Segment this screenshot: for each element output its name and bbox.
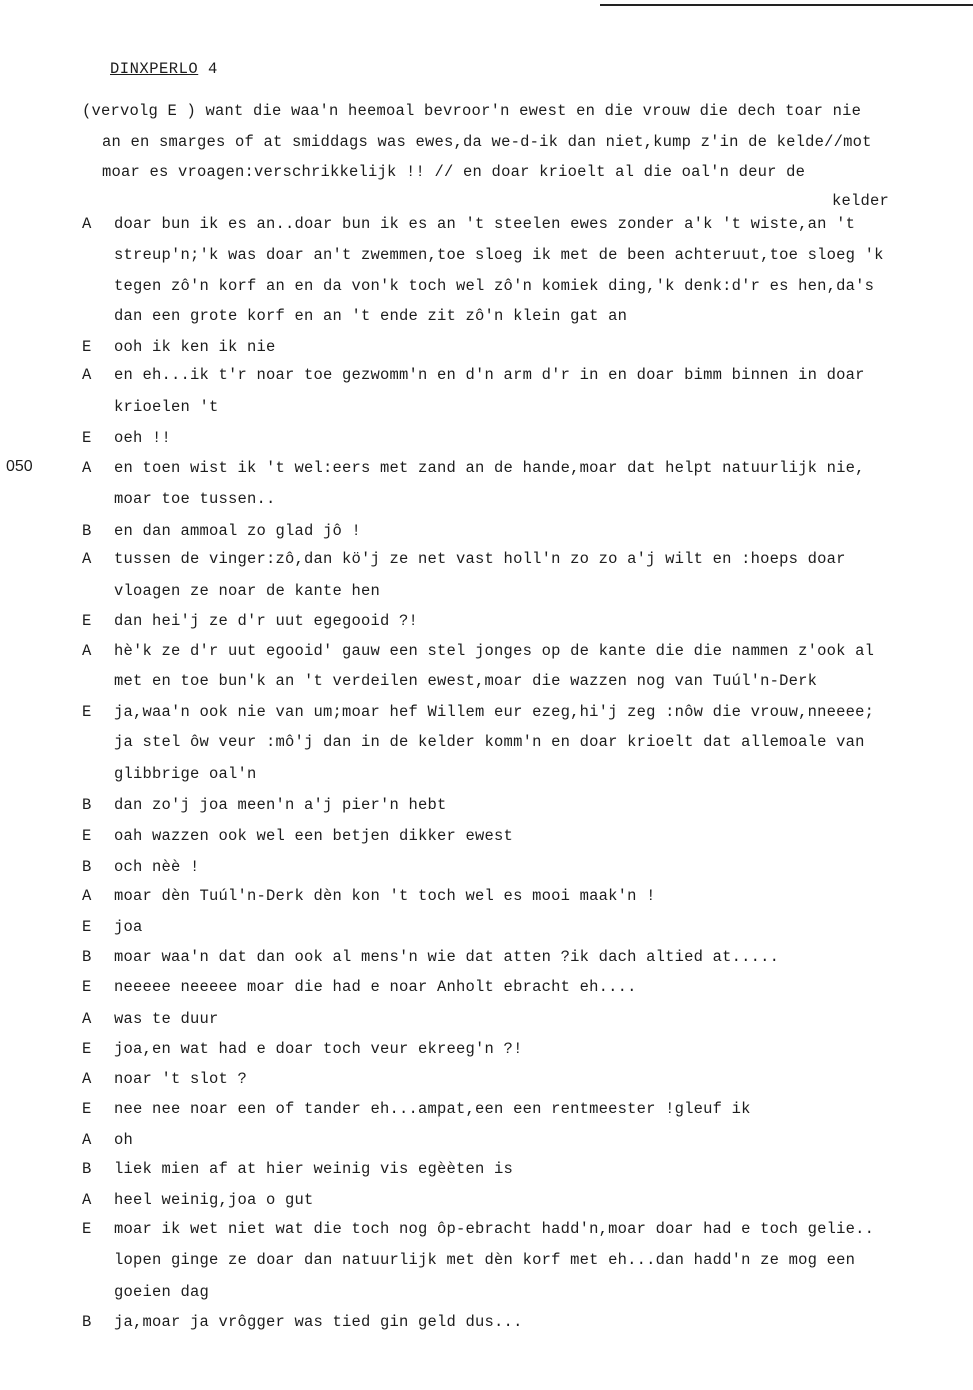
transcript-line: och nèè ! [114, 858, 200, 876]
transcript-line: glibbrige oal'n [114, 765, 257, 783]
speaker-label: E [82, 978, 92, 996]
title-page-number: 4 [208, 60, 218, 78]
speaker-label: E [82, 612, 92, 630]
transcript-line: nee nee noar een of tander eh...ampat,een een rentmeester !gleuf ik [114, 1100, 751, 1118]
speaker-label: E [82, 1100, 92, 1118]
transcript-line: neeeee neeeee moar die had e noar Anholt ebracht eh.... [114, 978, 637, 996]
transcript-line: heel weinig,joa o gut [114, 1191, 314, 1209]
transcript-line: joa [114, 918, 143, 936]
transcript-line: streup'n;'k was doar an't zwemmen,toe sloeg ik met de been achteruut,toe sloeg 'k [114, 246, 884, 264]
transcript-line: oh [114, 1131, 134, 1149]
speaker-label: E [82, 703, 92, 721]
speaker-label: A [82, 1010, 92, 1028]
speaker-label: B [82, 522, 92, 540]
speaker-label: A [82, 1191, 92, 1209]
speaker-label: A [82, 887, 92, 905]
transcript-line: liek mien af at hier weinig vis egèèten is [114, 1160, 514, 1178]
speaker-label: E [82, 918, 92, 936]
speaker-label: E [82, 1220, 92, 1238]
speaker-label: A [82, 642, 92, 660]
transcript-line: lopen ginge ze doar dan natuurlijk met dèn korf met eh...dan hadd'n ze mog een [114, 1251, 856, 1269]
transcript-line: oah wazzen ook wel een betjen dikker ewest [114, 827, 514, 845]
speaker-label: B [82, 796, 92, 814]
transcript-line: moar dèn Tuúl'n-Derk dèn kon 't toch wel es mooi maak'n ! [114, 887, 656, 905]
transcript-line: hè'k ze d'r uut egooid' gauw een stel jonges op de kante die die nammen z'ook al [114, 642, 875, 660]
transcript-line: met en toe bun'k an 't verdeilen ewest,moar die wazzen nog van Tuúl'n-Derk [114, 672, 818, 690]
transcript-line: dan een grote korf en an 't ende zit zô'n klein gat an [114, 307, 628, 325]
transcript-line: moar toe tussen.. [114, 490, 276, 508]
page-title [110, 60, 218, 78]
transcript-line: doar bun ik es an..doar bun ik es an 't steelen ewes zonder a'k 't wiste,an 't [114, 215, 856, 233]
margin-counter: 050 [6, 458, 33, 475]
speaker-label: A [82, 215, 92, 233]
speaker-label: E [82, 338, 92, 356]
transcript-line: goeien dag [114, 1283, 210, 1301]
speaker-label: A [82, 366, 92, 384]
transcript-line: krioelen 't [114, 398, 219, 416]
transcript-line: tussen de vinger:zô,dan kö'j ze net vast holl'n zo zo a'j wilt en :hoeps doar [114, 550, 846, 568]
transcript-line: moar ik wet niet wat die toch nog ôp-ebracht hadd'n,moar doar had e toch gelie.. [114, 1220, 875, 1238]
transcript-line: ja,moar ja vrôgger was tied gin geld dus... [114, 1313, 523, 1331]
speaker-label: B [82, 1160, 92, 1178]
transcript-line: en toen wist ik 't wel:eers met zand an de hande,moar dat helpt natuurlijk nie, [114, 459, 865, 477]
transcript-line: en dan ammoal zo glad jô ! [114, 522, 362, 540]
transcript-line: noar 't slot ? [114, 1070, 248, 1088]
transcript-line: ja,waa'n ook nie van um;moar hef Willem eur ezeg,hi'j zeg :nôw die vrouw,nneeee; [114, 703, 875, 721]
transcript-line: was te duur [114, 1010, 219, 1028]
transcript-line: joa,en wat had e doar toch veur ekreeg'n ?! [114, 1040, 523, 1058]
speaker-label: B [82, 858, 92, 876]
transcript-line: dan zo'j joa meen'n a'j pier'n hebt [114, 796, 447, 814]
speaker-label: E [82, 827, 92, 845]
interlinear-note: kelder [832, 192, 890, 210]
speaker-label: A [82, 1070, 92, 1088]
transcript-line: dan hei'j ze d'r uut egegooid ?! [114, 612, 419, 630]
speaker-label: E [82, 429, 92, 447]
transcript-line: vloagen ze noar de kante hen [114, 582, 381, 600]
speaker-label: E [82, 1040, 92, 1058]
transcript-line: ja stel ôw veur :mô'j dan in de kelder komm'n en doar krioelt dat allemoale van [114, 733, 865, 751]
transcript-line: en eh...ik t'r noar toe gezwomm'n en d'n arm d'r in en doar bimm binnen in doar [114, 366, 865, 384]
top-rule [600, 4, 973, 6]
speaker-label: B [82, 1313, 92, 1331]
transcript-line: ooh ik ken ik nie [114, 338, 276, 356]
speaker-label: B [82, 948, 92, 966]
speaker-label: A [82, 1131, 92, 1149]
speaker-label: A [82, 459, 92, 477]
transcript-line: moar es vroagen:verschrikkelijk !! // en doar krioelt al die oal'n deur de [102, 163, 806, 181]
title-location: DINXPERLO [110, 60, 199, 78]
transcript-line: oeh !! [114, 429, 172, 447]
transcript-line: an en smarges of at smiddags was ewes,da we-d-ik dan niet,kump z'in de kelde//mot [102, 133, 872, 151]
transcript-line: tegen zô'n korf an en da von'k toch wel zô'n komiek ding,'k denk:d'r es hen,da's [114, 277, 875, 295]
transcript-line: moar waa'n dat dan ook al mens'n wie dat atten ?ik dach altied at..... [114, 948, 780, 966]
transcript-line: (vervolg E ) want die waa'n heemoal bevroor'n ewest en die vrouw die dech toar nie [82, 102, 862, 120]
speaker-label: A [82, 550, 92, 568]
